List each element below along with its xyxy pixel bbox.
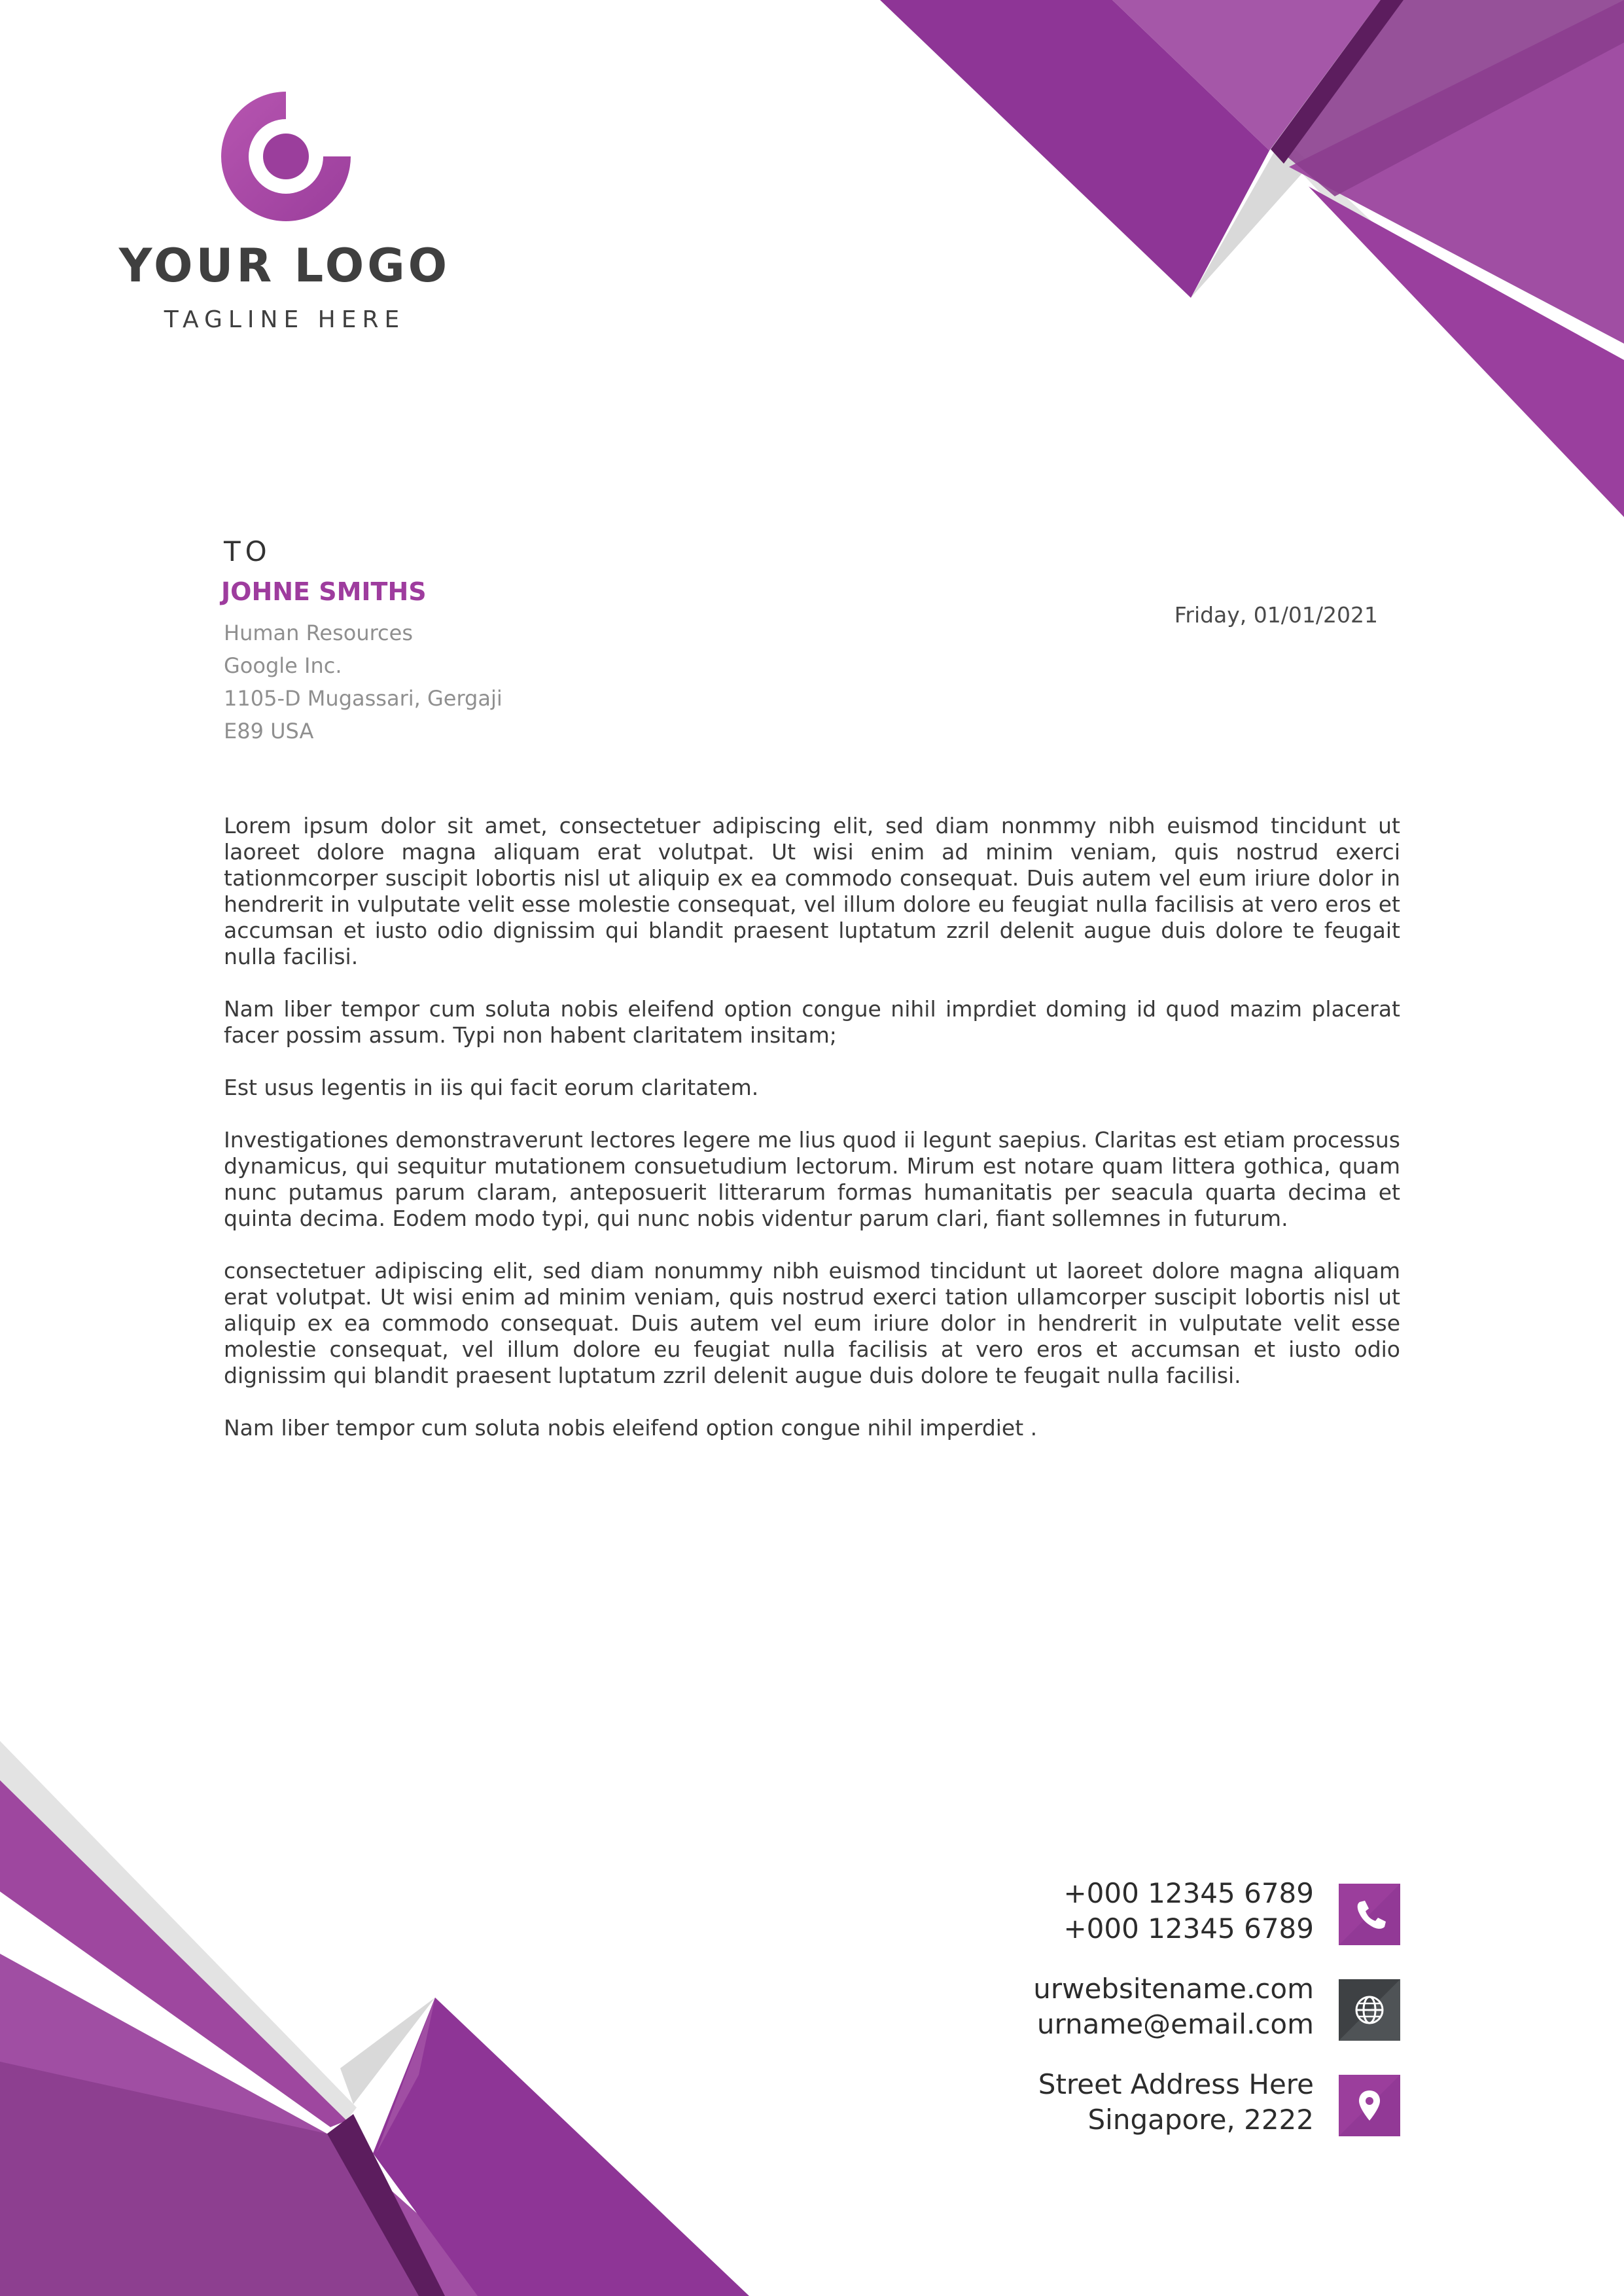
street-address: Street Address Here: [1038, 2068, 1314, 2100]
body-paragraph: Nam liber tempor cum soluta nobis eleifend option congue nihil imperdiet .: [224, 1415, 1038, 1441]
recipient-department: Human Resources: [224, 620, 413, 645]
phone-number-2: +000 12345 6789: [1063, 1912, 1314, 1945]
website-text: urwebsitename.com: [1033, 1973, 1314, 2005]
letter-date: Friday, 01/01/2021: [1174, 602, 1378, 628]
globe-icon: [1339, 1979, 1400, 2041]
map-pin-icon: [1339, 2075, 1400, 2136]
to-label: TO: [224, 535, 272, 567]
recipient-street: 1105-D Mugassari, Gergaji: [224, 686, 503, 711]
body-paragraph: Est usus legentis in iis qui facit eorum claritatem.: [224, 1075, 759, 1100]
letter-body: [224, 813, 1400, 1467]
body-paragraph: consectetuer adipiscing elit, sed diam nonummy nibh euismod tincidunt ut laoreet dolore magna aliquam erat volutpat. Ut wisi enim ad minim veniam, quis nostrud exerci tation ullamcorper suscipit lobortis nisl ut aliquip ex ea commodo consequat. Duis autem vel eum iriure dolor in hendrerit in vulputate velit esse molestie consequat, vel illum dolore eu feugiat nulla facilisis at vero eros et accumsan et iusto odio dignissim qui blandit praesent luptatum zzril delenit augue duis dolore te feugait nulla facilisi.: [224, 1258, 1400, 1388]
logo-tagline: TAGLINE HERE: [164, 306, 406, 333]
recipient-country: E89 USA: [224, 719, 314, 744]
recipient-name: JOHNE SMITHS: [221, 577, 427, 606]
recipient-company: Google Inc.: [224, 653, 342, 678]
phone-number-1: +000 12345 6789: [1063, 1877, 1314, 1909]
logo-ring-icon: [219, 89, 353, 224]
phone-icon: [1339, 1884, 1400, 1945]
logo-title: YOUR LOGO: [118, 239, 451, 293]
email-text: urname@email.com: [1036, 2008, 1314, 2040]
city-postal: Singapore, 2222: [1087, 2104, 1314, 2136]
body-paragraph: Investigationes demonstraverunt lectores legere me lius quod ii legunt saepius. Claritas est etiam processus dynamicus, qui sequitur mutationem consuetudium lectorum. Mirum est notare quam littera gothica, quam nunc putamus parum claram, anteposuerit litterarum formas humanitatis per seacula quarta decima et quinta decima. Eodem modo typi, qui nunc nobis videntur parum clari, fiant sollemnes in futurum.: [224, 1127, 1400, 1231]
body-paragraph: Lorem ipsum dolor sit amet, consectetuer adipiscing elit, sed diam nonmmy nibh euismod tincidunt ut laoreet dolore magna aliquam erat volutpat. Ut wisi enim ad minim veniam, quis nostrud exerci tationmcorper suscipit lobortis nisl ut aliquip ex ea commodo consequat. Duis autem vel eum iriure dolor in hendrerit in vulputate velit esse molestie consequat, vel illum dolore eu feugiat nulla facilisis at vero eros et accumsan et iusto odio dignissim qui blandit praesent luptatum zzril delenit augue duis dolore te feugait nulla facilisi.: [224, 813, 1400, 969]
body-paragraph: Nam liber tempor cum soluta nobis eleifend option congue nihil imprdiet doming id quod mazim placerat facer possim assum. Typi non habent claritatem insitam;: [224, 996, 1400, 1048]
